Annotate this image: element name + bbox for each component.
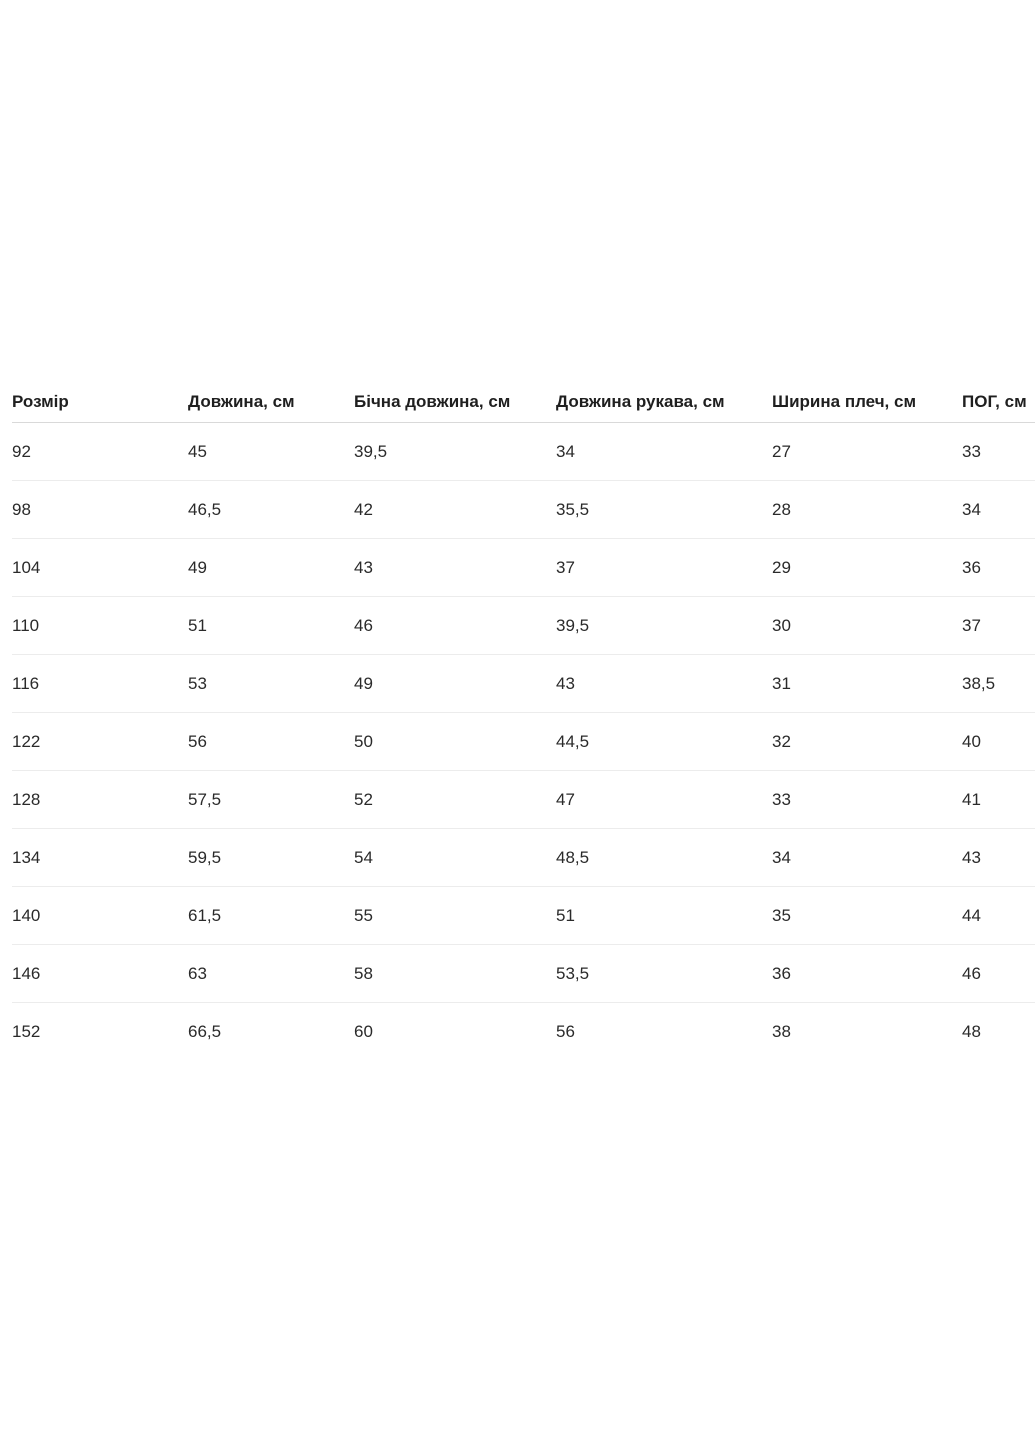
cell-size: 116 xyxy=(12,655,188,713)
cell-shoulder-width: 38 xyxy=(772,1021,791,1041)
cell-length: 49 xyxy=(188,539,354,597)
cell-sleeve-length: 43 xyxy=(556,655,772,713)
table-body xyxy=(12,423,1035,1061)
cell-sleeve-length: 34 xyxy=(556,423,772,481)
table-header xyxy=(12,382,1035,423)
cell-side-length: 60 xyxy=(354,1021,373,1041)
cell-shoulder-width: 32 xyxy=(772,713,962,771)
cell-chest-half-girth: 37 xyxy=(962,597,1035,655)
cell-sleeve-length: 44,5 xyxy=(556,713,772,771)
cell-shoulder-width: 31 xyxy=(772,655,962,713)
cell-size: 122 xyxy=(12,713,188,771)
cell-length: 63 xyxy=(188,945,354,1003)
cell-chest-half-girth: 34 xyxy=(962,481,1035,539)
cell-sleeve-length: 35,5 xyxy=(556,481,772,539)
cell-chest-half-girth: 46 xyxy=(962,945,1035,1003)
cell-chest-half-girth: 43 xyxy=(962,829,1035,887)
header-row xyxy=(12,382,1035,423)
cell-sleeve-length: 37 xyxy=(556,539,772,597)
cell-sleeve-length: 47 xyxy=(556,771,772,829)
cell-size: 110 xyxy=(12,597,188,655)
cell-size: 104 xyxy=(12,539,188,597)
cell-length: 56 xyxy=(188,713,354,771)
cell-shoulder-width: 30 xyxy=(772,597,962,655)
cell-chest-half-girth: 44 xyxy=(962,887,1035,945)
cell-shoulder-width: 27 xyxy=(772,423,962,481)
cell-length: 51 xyxy=(188,597,354,655)
table-row xyxy=(12,597,1035,655)
cell-side-length: 58 xyxy=(354,945,556,1003)
table-row xyxy=(12,713,1035,771)
cell-sleeve-length: 56 xyxy=(556,1021,575,1041)
cell-length: 45 xyxy=(188,423,354,481)
cell-side-length: 43 xyxy=(354,539,556,597)
cell-size: 140 xyxy=(12,887,188,945)
cell-chest-half-girth: 38,5 xyxy=(962,655,1035,713)
cell-chest-half-girth: 33 xyxy=(962,423,1035,481)
size-chart-table xyxy=(12,382,1035,1060)
cell-size: 128 xyxy=(12,771,188,829)
cell-length: 53 xyxy=(188,655,354,713)
table-row xyxy=(12,829,1035,887)
cell-length: 59,5 xyxy=(188,829,354,887)
cell-shoulder-width: 29 xyxy=(772,539,962,597)
table-row xyxy=(12,423,1035,481)
cell-side-length: 39,5 xyxy=(354,423,556,481)
cell-shoulder-width: 35 xyxy=(772,887,962,945)
cell-chest-half-girth: 40 xyxy=(962,713,1035,771)
table-row xyxy=(12,539,1035,597)
cell-sleeve-length: 53,5 xyxy=(556,945,772,1003)
cell-length: 66,5 xyxy=(188,1021,222,1041)
cell-size: 98 xyxy=(12,481,188,539)
cell-chest-half-girth: 41 xyxy=(962,771,1035,829)
table-row xyxy=(12,481,1035,539)
table-row xyxy=(12,1003,1035,1061)
table-row xyxy=(12,655,1035,713)
cell-side-length: 55 xyxy=(354,887,556,945)
cell-shoulder-width: 28 xyxy=(772,481,962,539)
header-chest-half-girth: ПОГ, см xyxy=(962,382,1035,423)
cell-length: 46,5 xyxy=(188,481,354,539)
cell-size: 146 xyxy=(12,945,188,1003)
cell-sleeve-length: 51 xyxy=(556,887,772,945)
cell-size: 152 xyxy=(12,1021,41,1041)
header-length: Довжина, см xyxy=(188,382,354,423)
cell-shoulder-width: 34 xyxy=(772,829,962,887)
header-size: Розмір xyxy=(12,382,188,423)
cell-side-length: 42 xyxy=(354,481,556,539)
cell-side-length: 52 xyxy=(354,771,556,829)
header-sleeve-length: Довжина рукава, см xyxy=(556,382,772,423)
cell-shoulder-width: 33 xyxy=(772,771,962,829)
cell-size: 134 xyxy=(12,829,188,887)
header-shoulder-width: Ширина плеч, см xyxy=(772,382,962,423)
cell-sleeve-length: 48,5 xyxy=(556,829,772,887)
header-side-length: Бічна довжина, см xyxy=(354,382,556,423)
cell-side-length: 50 xyxy=(354,713,556,771)
table-row xyxy=(12,887,1035,945)
cell-side-length: 46 xyxy=(354,597,556,655)
table-row xyxy=(12,945,1035,1003)
cell-side-length: 54 xyxy=(354,829,556,887)
cell-sleeve-length: 39,5 xyxy=(556,597,772,655)
cell-chest-half-girth: 48 xyxy=(962,1021,981,1041)
cell-length: 61,5 xyxy=(188,887,354,945)
cell-length: 57,5 xyxy=(188,771,354,829)
cell-side-length: 49 xyxy=(354,655,556,713)
cell-size: 92 xyxy=(12,423,188,481)
cell-chest-half-girth: 36 xyxy=(962,539,1035,597)
cell-shoulder-width: 36 xyxy=(772,945,962,1003)
table-row xyxy=(12,771,1035,829)
